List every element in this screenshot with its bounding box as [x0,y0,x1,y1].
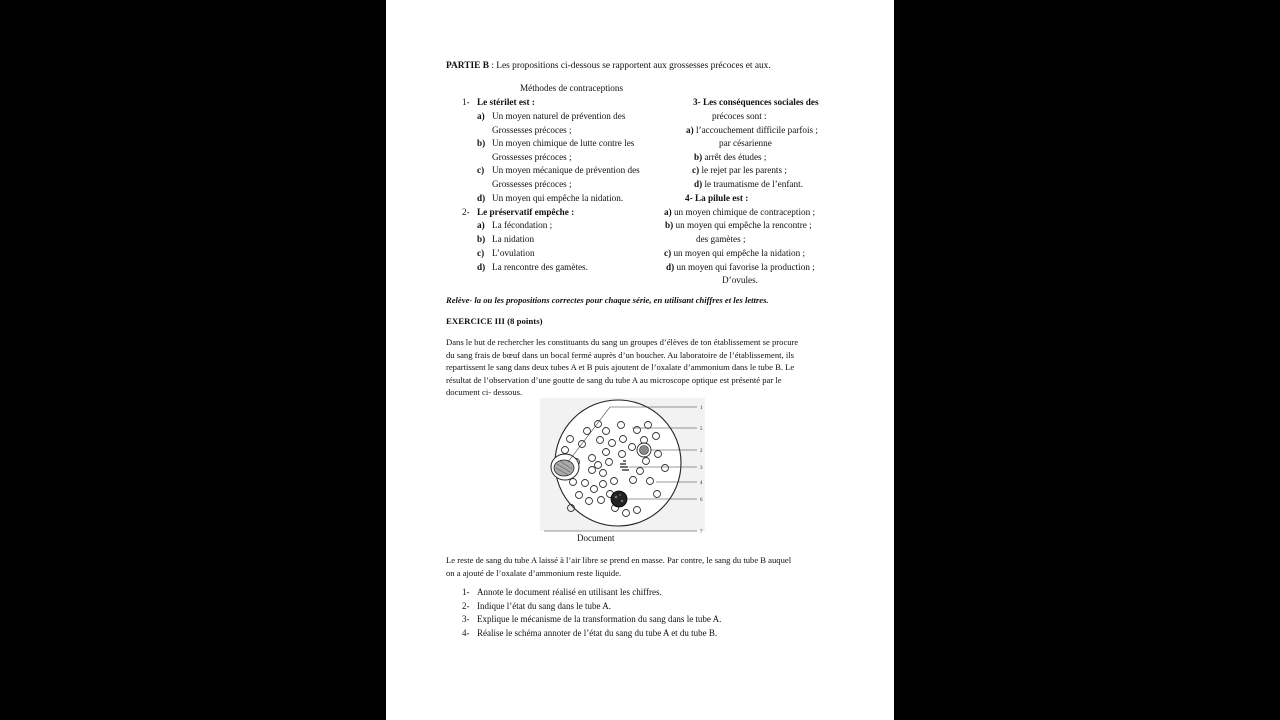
q4-option-c [664,248,805,259]
q1-header [462,97,535,108]
q2-option-a [477,220,552,231]
option-text: le traumatisme de l’enfant. [702,179,803,189]
partie-b-intro-text: : Les propositions ci-dessous se rapportent aux grossesses précoces et aux. [489,61,771,71]
question-text: Indique l’état du sang dans le tube A. [477,600,611,611]
option-letter: d) [477,262,486,272]
q3-option-b [694,152,766,163]
option-letter: a) [477,220,485,230]
q3-option-a [686,125,818,136]
question-text: Réalise le schéma annoter de l’état du sang du tube A et du tube B. [477,627,718,638]
option-text: un moyen qui empêche la nidation ; [671,248,806,258]
blood-smear-diagram [540,398,710,538]
option-text: L’ovulation [492,248,535,258]
q3-option-d [694,179,803,190]
option-text: Un moyen mécanique de prévention des [492,165,640,175]
option-text: un moyen qui favorise la production ; [674,262,815,272]
exercice-title: EXERCICE III (8 points) [446,316,543,326]
q1-label: Le stérilet est : [477,97,535,107]
question-number: 3- [462,614,470,625]
q1-option-c [477,165,640,176]
question-text: Annote le document réalisé en utilisant les chiffres. [477,587,662,597]
partie-b-instruction: Relève- la ou les propositions correctes pour chaque série, en utilisant chiffres et les lettres. [446,295,769,305]
option-letter: a) [477,111,485,121]
paragraph-line: Le reste de sang du tube A laissé à l’air libre se prend en masse. Par contre, le sang du tube B auquel [446,555,792,565]
paragraph-line: document ci- dessous. [446,387,523,398]
question-text: Explique le mécanisme de la transformation du sang dans le tube A. [477,614,722,625]
q1-number: 1- [462,97,470,107]
label-4: 4 [700,481,703,486]
q4-option-b [665,220,812,231]
option-text: La rencontre des gamètes. [492,262,588,272]
option-letter: c) [477,248,485,258]
q2-option-c [477,248,535,259]
option-text: l’accouchement difficile parfois ; [693,125,818,135]
option-letter: b) [665,220,674,230]
option-letter: d) [694,179,703,189]
paragraph-line: résultat de l’observation d’une goutte de sang du tube A au microscope optique est présenté par le [446,374,782,385]
question-number: 1- [462,587,470,597]
q1-option-a [477,111,625,122]
white-blood-cell-small [637,443,651,457]
question-item [462,613,721,627]
q3-header-cont: précoces sont : [712,111,767,121]
white-blood-cell-large [551,454,579,480]
option-letter: c) [477,165,485,175]
option-text: La nidation [492,234,535,244]
paragraph-line: du sang frais de bœuf dans un bocal fermé auprès d’un boucher. Au laboratoire de l’établissement, ils [446,349,794,360]
paragraph-line: Dans le but de rechercher les constituants du sang un groupes d’élèves de ton établissement se procure [446,337,799,347]
paragraph-line: on a ajouté de l’oxalate d’ammonium reste liquide. [446,567,622,578]
dark-white-cell [611,491,627,507]
label-5: 5 [700,427,703,432]
option-text: un moyen qui empêche la rencontre ; [673,220,812,230]
option-letter: c) [664,248,672,258]
q1-option-b [477,138,634,149]
label-1: 1 [700,406,703,411]
option-letter: d) [477,193,486,203]
label-7: 7 [700,530,703,535]
q3-option-a-cont: par césarienne [719,138,772,148]
q1-option-a-cont: Grossesses précoces ; [492,125,572,135]
q1-option-c-cont: Grossesses précoces ; [492,179,572,189]
option-text: arrêt des études ; [702,152,767,162]
q2-option-b [477,234,534,245]
label-6: 6 [700,498,703,503]
exercice-paragraph-2 [446,554,791,579]
q3-option-c [692,165,787,176]
q1-option-d [477,193,623,204]
option-letter: b) [477,234,486,244]
q3-header: 3- Les conséquences sociales des [693,97,819,107]
q2-option-d [477,262,588,273]
q4-option-a [664,207,815,218]
question-number: 2- [462,600,470,611]
option-letter: a) [686,125,694,135]
label-3: 3 [700,466,703,471]
option-text: La fécondation ; [492,220,553,230]
question-list [462,586,721,640]
option-text: un moyen chimique de contraception ; [671,207,816,217]
q2-number: 2- [462,207,470,217]
figure-caption: Document [577,533,615,543]
partie-b-intro [446,61,771,72]
question-item [462,586,721,600]
option-letter: c) [692,165,700,175]
option-letter: b) [694,152,703,162]
q2-header [462,207,574,218]
question-item [462,627,721,641]
partie-b-subtitle: Méthodes de contraceptions [520,83,624,93]
q4-option-d [666,262,815,273]
partie-b-heading: PARTIE B [446,61,489,71]
q4-option-b-cont: des gamètes ; [696,234,746,244]
option-text: Un moyen qui empêche la nidation. [492,193,624,203]
option-text: Un moyen naturel de prévention des [492,111,626,121]
paragraph-line: repartissent le sang dans deux tubes A et B puis ajoutent de l’oxalate d’ammonium dans le tube B. Le [446,362,795,373]
exercice-paragraph-1 [446,336,798,399]
question-item [462,600,721,614]
option-letter: a) [664,207,672,217]
q1-option-b-cont: Grossesses précoces ; [492,152,572,162]
option-text: Un moyen chimique de lutte contre les [492,138,635,148]
option-text: le rejet par les parents ; [699,165,787,175]
question-number: 4- [462,627,470,638]
q4-option-d-cont: D’ovules. [722,275,758,285]
q4-header: 4- La pilule est : [685,193,749,203]
document-page [386,0,894,720]
option-letter: b) [477,138,486,148]
option-letter: d) [666,262,675,272]
q2-label: Le préservatif empêche : [477,207,575,217]
label-2: 2 [700,449,703,454]
